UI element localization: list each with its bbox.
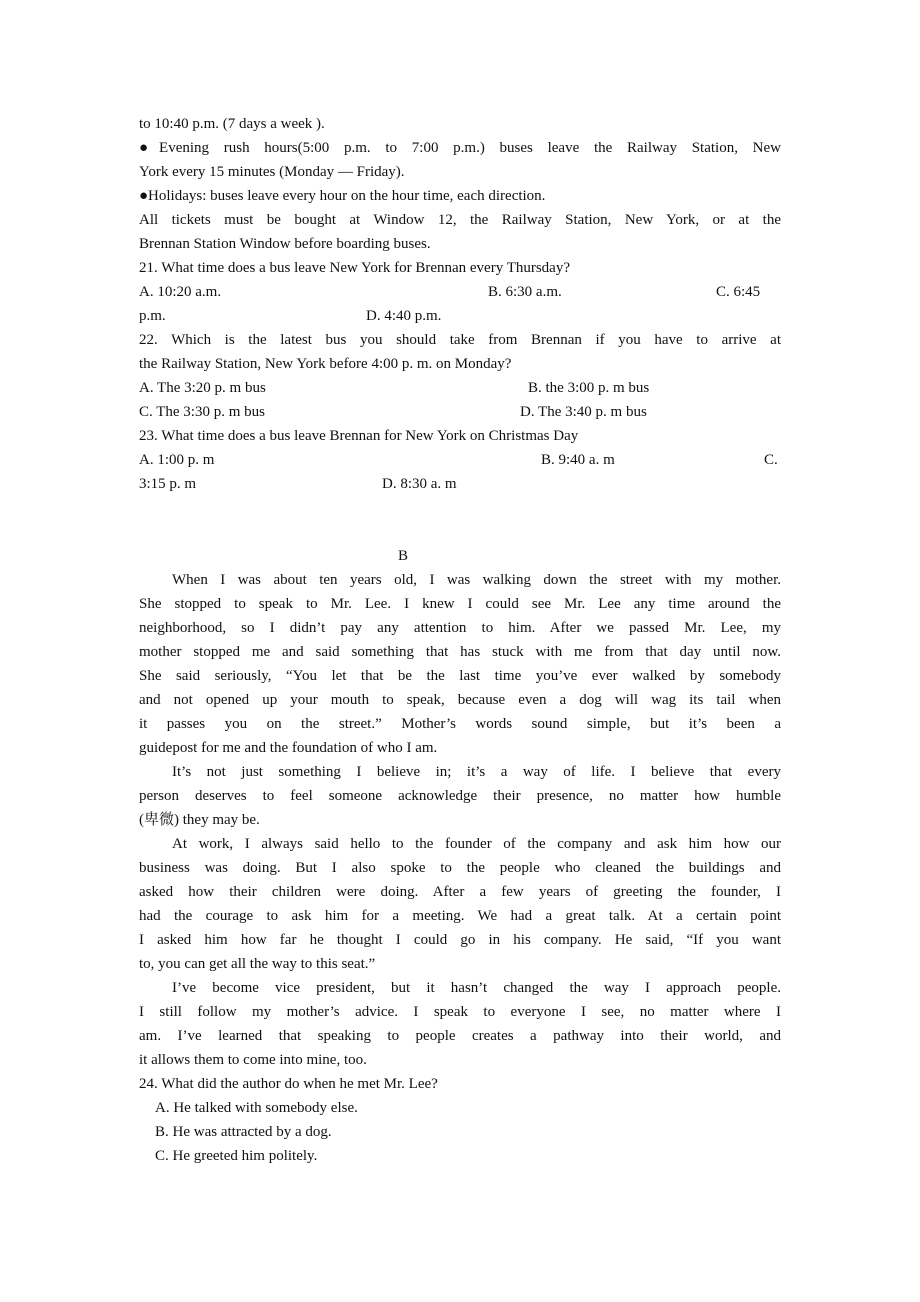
text-line: I still follow my mother’s advice. I speak to everyone I see, no matter where I	[139, 1004, 781, 1020]
section-heading: B	[397, 548, 408, 564]
text-line: to 10:40 p.m. (7 days a week ).	[139, 116, 325, 132]
text-line: At work, I always said hello to the founder of the company and ask him how our	[172, 836, 781, 852]
option-a: A. He talked with somebody else.	[155, 1100, 358, 1116]
option-b: B. 6:30 a.m.	[488, 284, 562, 300]
text-line: I’ve become vice president, but it hasn’t changed the way I approach people.	[172, 980, 781, 996]
question-23-options-row	[139, 448, 781, 472]
text-line: asked how their children were doing. After a few years of greeting the founder, I	[139, 884, 781, 900]
text-line: business was doing. But I also spoke to the people who cleaned the buildings and	[139, 860, 781, 876]
question-22-options-row	[139, 376, 781, 400]
text-line: She stopped to speak to Mr. Lee. I knew I could see Mr. Lee any time around the	[139, 596, 781, 612]
text-line: person deserves to feel someone acknowledge their presence, no matter how humble	[139, 788, 781, 804]
text-line: to, you can get all the way to this seat.”	[139, 956, 376, 972]
text-line: and not opened up your mouth to speak, because even a dog will wag its tail when	[139, 692, 781, 708]
option-d: D. 8:30 a. m	[382, 476, 457, 492]
option-d: D. The 3:40 p. m bus	[520, 404, 647, 420]
text-line: ●Holidays: buses leave every hour on the hour time, each direction.	[139, 188, 546, 204]
option-b: B. 9:40 a. m	[541, 452, 615, 468]
question-23-stem: 23. What time does a bus leave Brennan for New York on Christmas Day	[139, 428, 579, 444]
question-21-stem: 21. What time does a bus leave New York for Brennan every Thursday?	[139, 260, 571, 276]
question-22-stem: 22. Which is the latest bus you should take from Brennan if you have to arrive at	[139, 332, 781, 348]
text-line: had the courage to ask him for a meeting. We had a great talk. At a certain point	[139, 908, 781, 924]
text-line: Brennan Station Window before boarding buses.	[139, 236, 431, 252]
option-c: C. The 3:30 p. m bus	[139, 404, 265, 420]
option-c-continued: p.m.	[139, 308, 166, 324]
option-c: C.	[764, 452, 778, 468]
option-c: C. 6:45	[716, 284, 761, 300]
text-line: York every 15 minutes (Monday — Friday).	[139, 164, 405, 180]
option-a: A. The 3:20 p. m bus	[139, 380, 266, 396]
text-line: All tickets must be bought at Window 12, the Railway Station, New York, or at the	[139, 212, 781, 228]
text-line: neighborhood, so I didn’t pay any attention to him. After we passed Mr. Lee, my	[139, 620, 781, 636]
option-b: B. He was attracted by a dog.	[155, 1124, 332, 1140]
text-line: I asked him how far he thought I could go in his company. He said, “If you want	[139, 932, 781, 948]
question-23-options-row	[139, 472, 781, 496]
text-line: mother stopped me and said something that has stuck with me from that day until now.	[139, 644, 781, 660]
question-22-stem: the Railway Station, New York before 4:00 p. m. on Monday?	[139, 356, 512, 372]
option-c: C. He greeted him politely.	[155, 1148, 318, 1164]
option-a: A. 1:00 p. m	[139, 452, 215, 468]
question-21-options-row	[139, 280, 781, 304]
text-line: When I was about ten years old, I was walking down the street with my mother.	[172, 572, 781, 588]
text-line: She said seriously, “You let that be the last time you’ve ever walked by somebody	[139, 668, 781, 684]
option-d: D. 4:40 p.m.	[366, 308, 442, 324]
option-b: B. the 3:00 p. m bus	[528, 380, 650, 396]
question-21-options-row	[139, 304, 781, 328]
question-22-options-row	[139, 400, 781, 424]
text-line: am. I’ve learned that speaking to people creates a pathway into their world, and	[139, 1028, 781, 1044]
text-line: (卑微) they may be.	[139, 812, 260, 828]
text-line: it allows them to come into mine, too.	[139, 1052, 367, 1068]
option-c-continued: 3:15 p. m	[139, 476, 197, 492]
text-line: ●Evening rush hours(5:00 p.m. to 7:00 p.m.) buses leave the Railway Station, New	[139, 140, 781, 156]
text-line: guidepost for me and the foundation of who I am.	[139, 740, 438, 756]
text-line: It’s not just something I believe in; it’s a way of life. I believe that every	[172, 764, 781, 780]
text-line: it passes you on the street.” Mother’s words sound simple, but it’s been a	[139, 716, 781, 732]
option-a: A. 10:20 a.m.	[139, 284, 222, 300]
question-24-stem: 24. What did the author do when he met Mr. Lee?	[139, 1076, 438, 1092]
